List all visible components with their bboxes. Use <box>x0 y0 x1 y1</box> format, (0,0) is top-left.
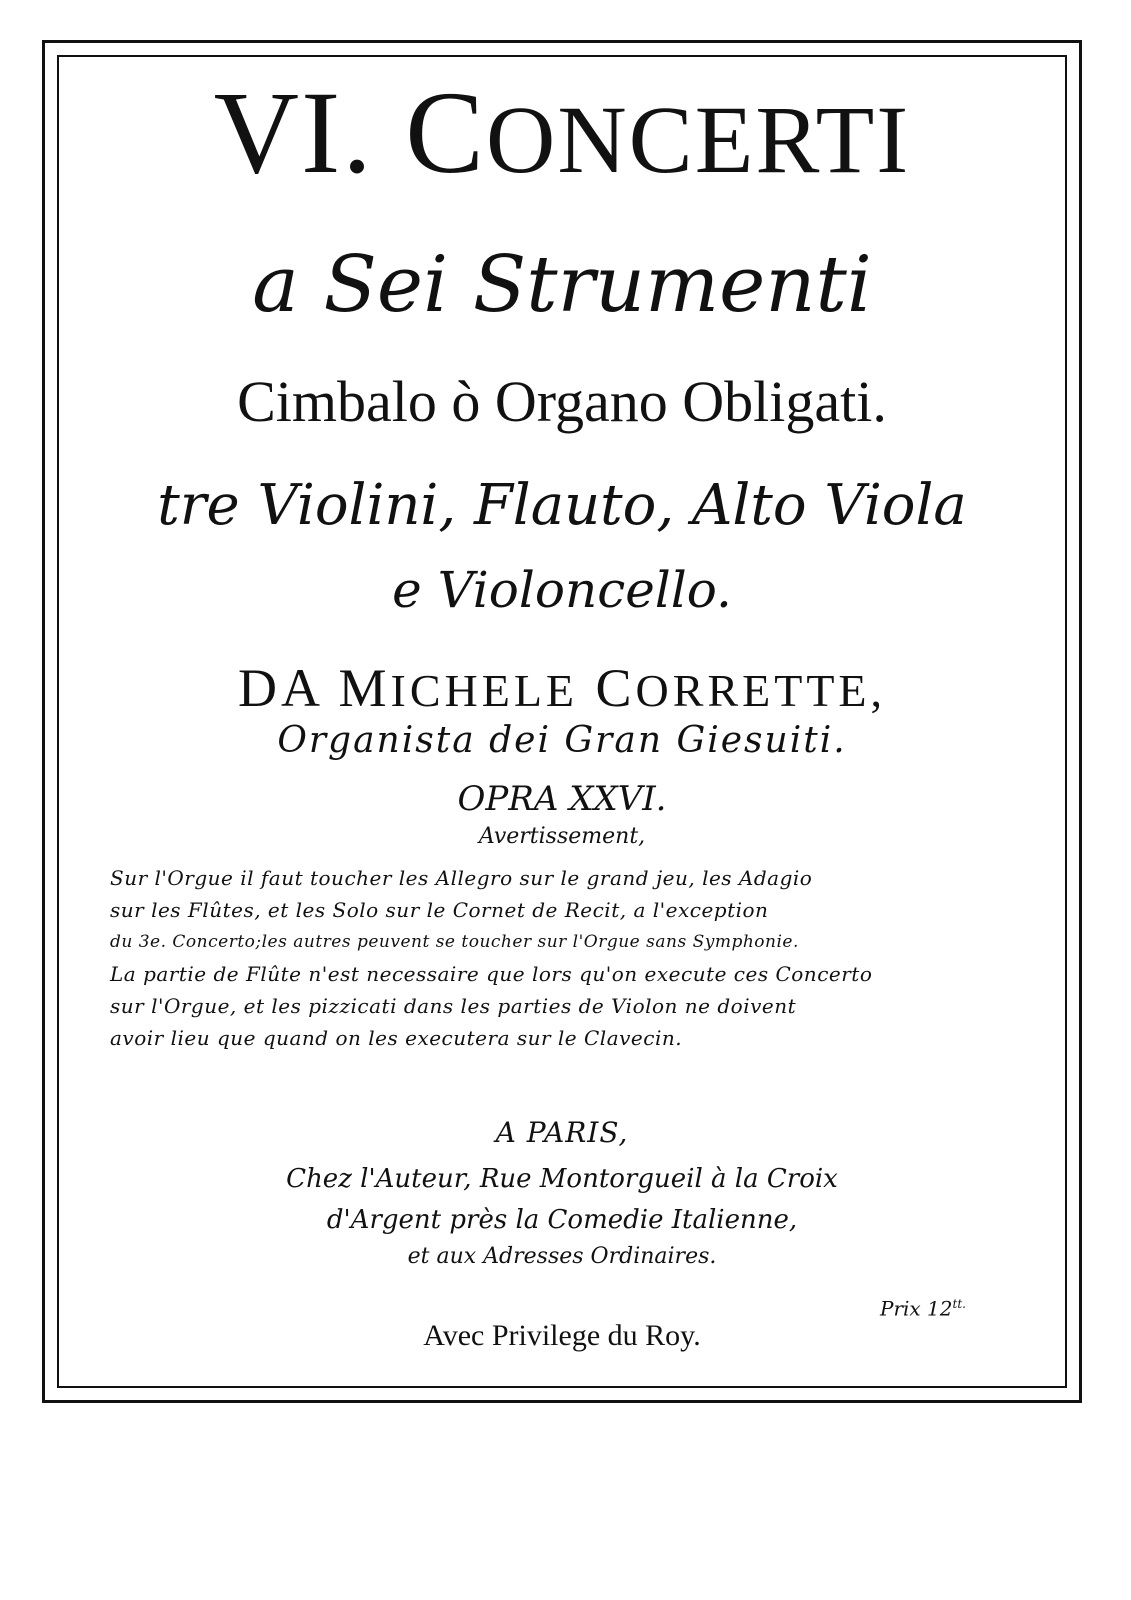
price-label: Prix 12 <box>880 1296 953 1321</box>
avertissement-line: du 3e. Concerto;les autres peuvent se toucher sur l'Orgue sans Symphonie. <box>110 932 799 952</box>
composer-part-initial: C <box>578 658 636 718</box>
publisher-line: Chez l'Auteur, Rue Montorgueil à la Croix <box>286 1164 838 1194</box>
subtitle-keyboard: Cimbalo ò Organo Obligati. <box>237 369 887 434</box>
composer-part-da: DA M <box>237 658 391 718</box>
title-rest: ONCERTI <box>486 86 911 193</box>
avertissement-line: sur les Flûtes, et les Solo sur le Cornet de Recit, a l'exception <box>110 898 769 922</box>
avertissement-line: sur l'Orgue, et les pizzicati dans les parties de Violon ne doivent <box>110 994 797 1018</box>
composer-part-first: ICHELE <box>390 665 579 716</box>
opus-number: OPRA XXVI. <box>457 779 667 819</box>
subtitle-cello: e Violoncello. <box>392 561 732 619</box>
composer-position: Organista dei Gran Giesuiti. <box>277 720 847 761</box>
avertissement-heading: Avertissement, <box>478 824 646 849</box>
price-unit: tt. <box>952 1297 966 1311</box>
privilege-line: Avec Privilege du Roy. <box>423 1319 701 1352</box>
subtitle-strings: tre Violini, Flauto, Alto Viola <box>157 473 967 538</box>
publisher-line: d'Argent près la Comedie Italienne, <box>326 1205 798 1235</box>
avertissement-line: La partie de Flûte n'est necessaire que lors qu'on execute ces Concerto <box>110 962 873 986</box>
title-initial: . C <box>342 67 487 198</box>
title-numeral: VI <box>213 67 343 198</box>
publisher-line: et aux Adresses Ordinaires. <box>407 1244 717 1269</box>
page-title <box>57 58 1067 215</box>
avertissement-line: Sur l'Orgue il faut toucher les Allegro sur le grand jeu, les Adagio <box>110 866 813 890</box>
subtitle-instruments: a Sei Strumenti <box>252 240 872 330</box>
avertissement-line: avoir lieu que quand on les executera sur le Clavecin. <box>110 1026 683 1050</box>
composer-part-last: ORRETTE, <box>635 665 887 716</box>
publisher-city: A PARIS, <box>495 1116 629 1149</box>
